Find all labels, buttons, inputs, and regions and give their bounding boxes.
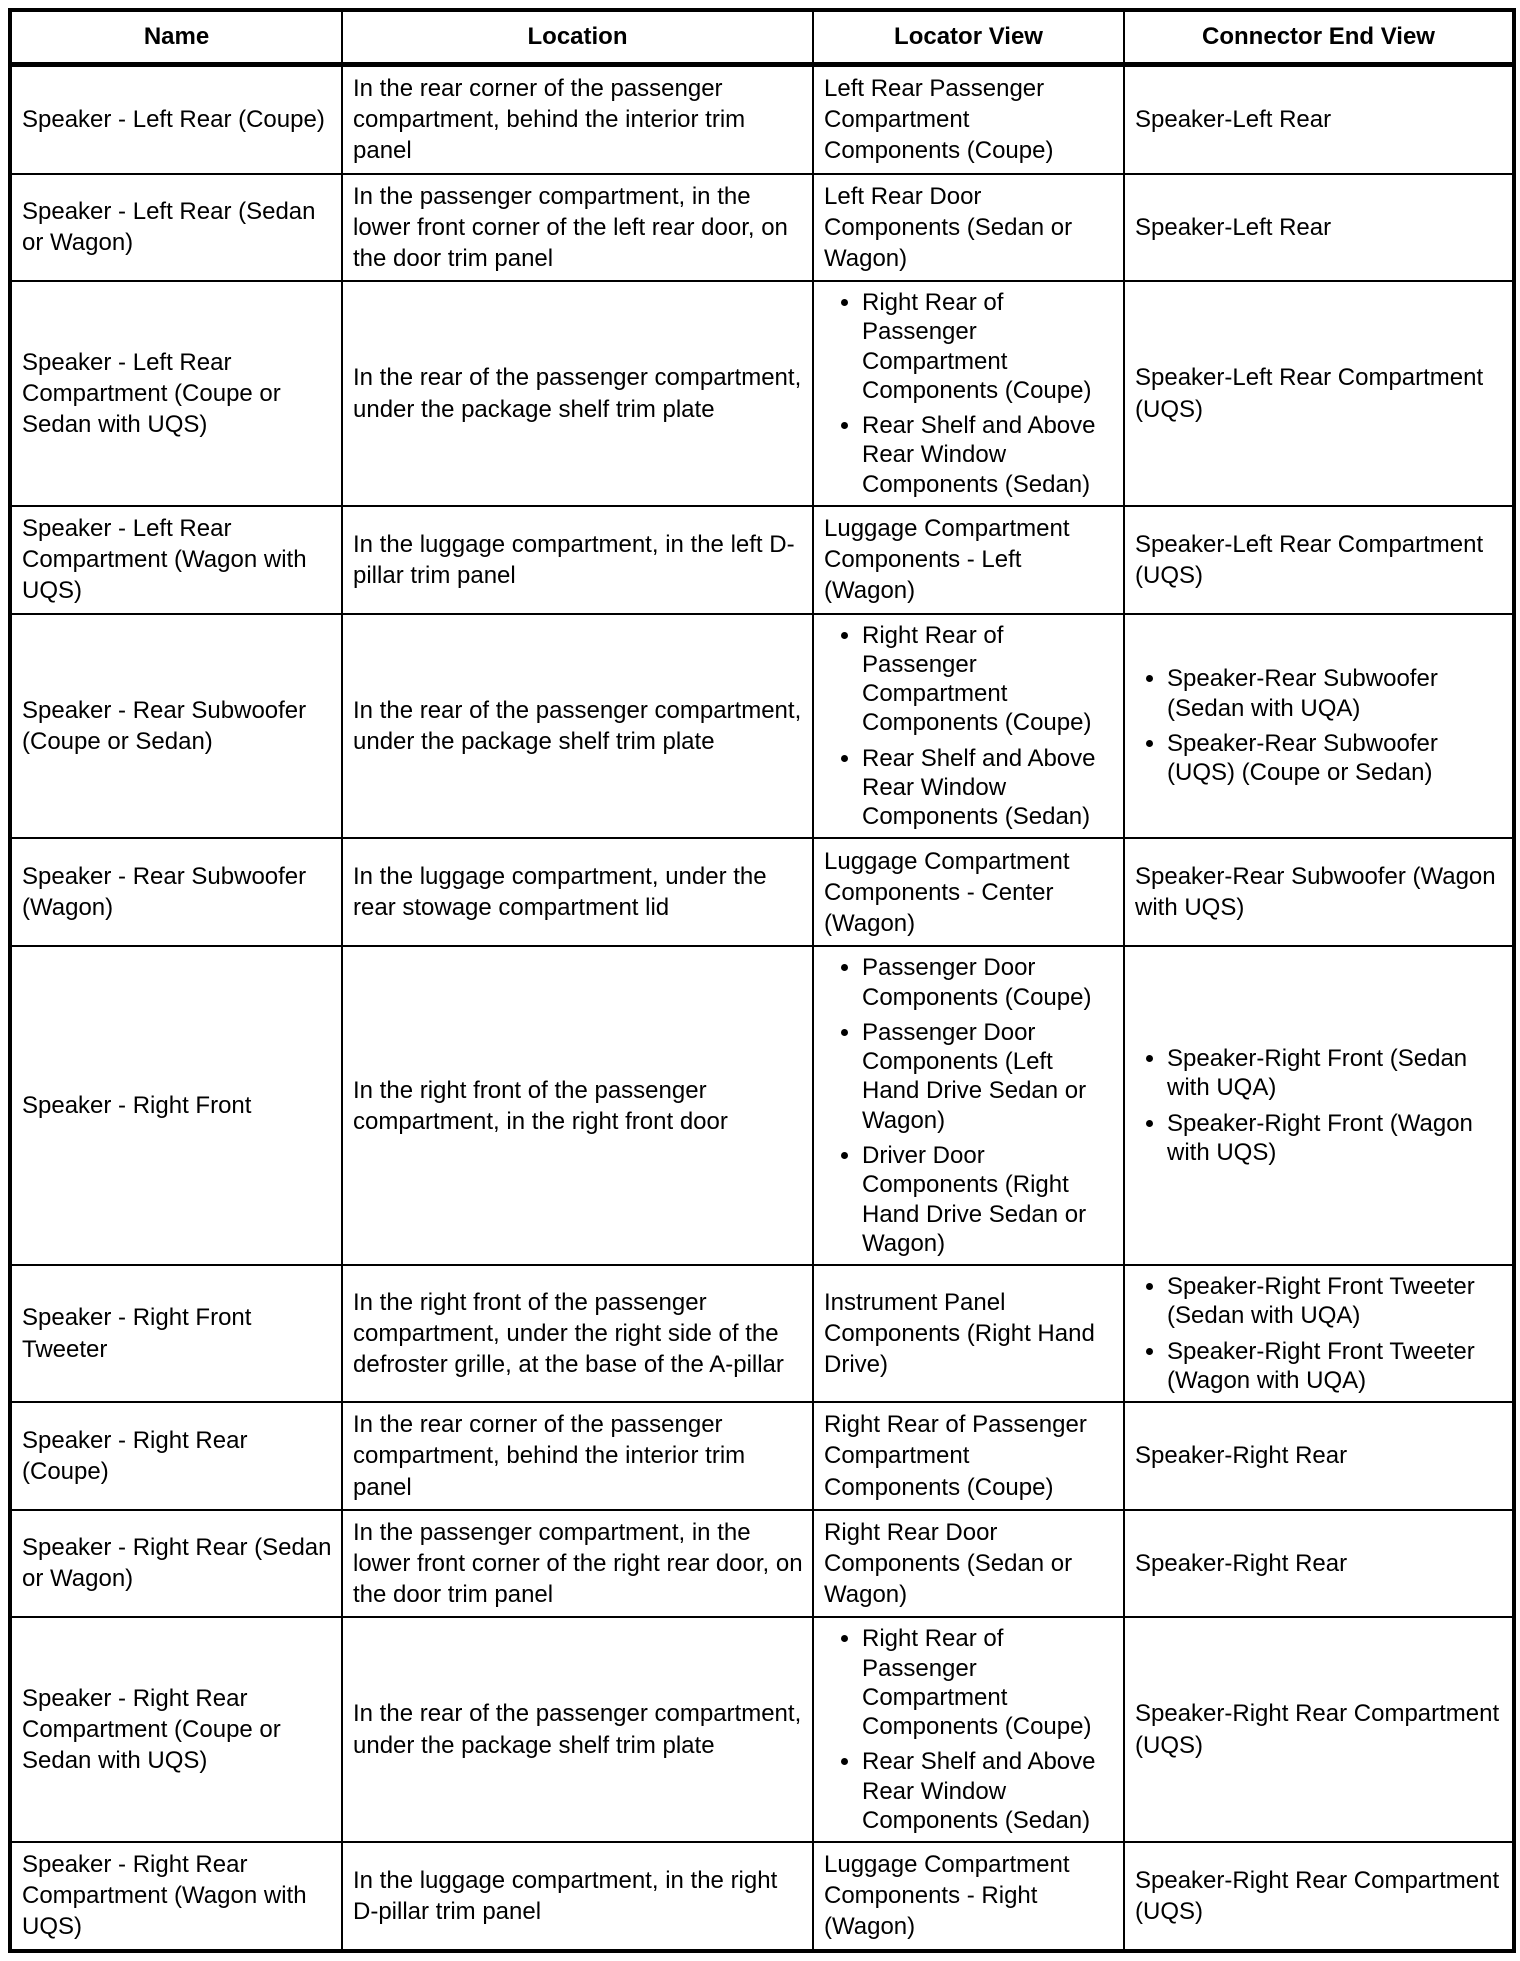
table-row — [10, 1842, 1514, 1951]
locator-view-cell — [813, 1402, 1124, 1510]
bullet-list — [814, 953, 1115, 1258]
cell-text: Speaker - Rear Subwoofer (Coupe or Sedan) — [22, 696, 307, 755]
name-cell — [10, 1842, 342, 1951]
name-cell — [10, 506, 342, 614]
cell-text: Right Rear Door Components (Sedan or Wagon) — [824, 1518, 1073, 1609]
connector-end-view-cell — [1124, 65, 1514, 174]
cell-text: In the rear of the passenger compartment, under the package shelf trim plate — [353, 1700, 802, 1759]
locator-view-cell — [813, 1265, 1124, 1402]
cell-text: Speaker-Rear Subwoofer (Wagon with UQS) — [1135, 863, 1496, 922]
bullet-list — [1125, 1044, 1508, 1167]
cell-text: Speaker - Right Rear (Coupe) — [22, 1426, 248, 1485]
cell-text: Speaker-Left Rear — [1135, 213, 1332, 241]
location-cell — [342, 1842, 813, 1951]
column-header-name: Name — [10, 10, 342, 65]
cell-text: Instrument Panel Components (Right Hand Drive) — [824, 1288, 1095, 1379]
locator-view-cell — [813, 1842, 1124, 1951]
location-cell — [342, 838, 813, 946]
cell-text: Speaker-Right Rear Compartment (UQS) — [1135, 1700, 1500, 1759]
cell-text: Speaker-Left Rear — [1135, 106, 1332, 134]
cell-text: Speaker - Right Rear Compartment (Coupe or Sedan with UQS) — [22, 1684, 281, 1775]
cell-text: In the right front of the passenger compartment, under the right side of the defroster grille, at the base of the A-pillar — [353, 1288, 784, 1379]
cell-text: In the passenger compartment, in the lower front corner of the right rear door, on the door trim panel — [353, 1518, 803, 1609]
connector-end-view-cell — [1124, 1510, 1514, 1618]
location-cell — [342, 946, 813, 1265]
bullet-list — [814, 621, 1115, 832]
connector-end-view-cell — [1124, 1617, 1514, 1842]
cell-text: In the luggage compartment, under the rear stowage compartment lid — [353, 863, 767, 922]
name-cell — [10, 174, 342, 282]
column-header-connector-end-view: Connector End View — [1124, 10, 1514, 65]
bullet-item: • Speaker-Right Front (Wagon with UQS) — [1167, 1109, 1508, 1168]
location-cell — [342, 1617, 813, 1842]
location-cell — [342, 1265, 813, 1402]
location-cell — [342, 506, 813, 614]
cell-text: Speaker - Rear Subwoofer (Wagon) — [22, 863, 307, 922]
cell-text: In the rear of the passenger compartment, under the package shelf trim plate — [353, 364, 802, 423]
location-cell — [342, 174, 813, 282]
table-row — [10, 281, 1514, 506]
table-row — [10, 65, 1514, 174]
cell-text: In the passenger compartment, in the lower front corner of the left rear door, on the door trim panel — [353, 182, 788, 272]
column-header-location: Location — [342, 10, 813, 65]
cell-text: Speaker - Left Rear Compartment (Coupe or Sedan with UQS) — [22, 348, 281, 439]
locator-view-cell — [813, 614, 1124, 839]
name-cell — [10, 1617, 342, 1842]
name-cell — [10, 281, 342, 506]
connector-end-view-cell — [1124, 281, 1514, 506]
cell-text: Speaker-Right Rear — [1135, 1442, 1348, 1470]
table-row — [10, 946, 1514, 1265]
cell-text: Speaker-Right Rear Compartment (UQS) — [1135, 1866, 1500, 1925]
name-cell — [10, 1265, 342, 1402]
bullet-item: • Passenger Door Components (Coupe) — [862, 953, 1115, 1012]
cell-text: Speaker - Left Rear (Coupe) — [22, 106, 325, 134]
cell-text: In the luggage compartment, in the left D-pillar trim panel — [353, 530, 795, 589]
cell-text: In the rear of the passenger compartment, under the package shelf trim plate — [353, 696, 802, 755]
name-cell — [10, 1510, 342, 1618]
bullet-list — [1125, 1272, 1508, 1395]
name-cell — [10, 65, 342, 174]
bullet-item: • Speaker-Right Front (Sedan with UQA) — [1167, 1044, 1508, 1103]
cell-text: Left Rear Passenger Compartment Components (Coupe) — [824, 75, 1054, 165]
table-row — [10, 1402, 1514, 1510]
bullet-item: • Speaker-Right Front Tweeter (Wagon with UQA) — [1167, 1337, 1508, 1396]
cell-text: Speaker - Right Rear (Sedan or Wagon) — [22, 1534, 332, 1593]
locator-view-cell — [813, 838, 1124, 946]
cell-text: Speaker - Left Rear Compartment (Wagon with UQS) — [22, 514, 307, 605]
name-cell — [10, 614, 342, 839]
connector-end-view-cell — [1124, 1842, 1514, 1951]
connector-end-view-cell — [1124, 1265, 1514, 1402]
bullet-list — [814, 288, 1115, 499]
bullet-item: • Speaker-Rear Subwoofer (Sedan with UQA) — [1167, 664, 1508, 723]
cell-text: Speaker-Right Rear — [1135, 1549, 1348, 1577]
locator-view-cell — [813, 506, 1124, 614]
cell-text: In the rear corner of the passenger compartment, behind the interior trim panel — [353, 1411, 746, 1501]
locator-view-cell — [813, 1617, 1124, 1842]
cell-text: Luggage Compartment Components - Center (Wagon) — [824, 847, 1070, 937]
component-locator-table — [8, 8, 1516, 1953]
table-row — [10, 614, 1514, 839]
bullet-item: • Right Rear of Passenger Compartment Components (Coupe) — [862, 288, 1115, 405]
bullet-item: • Rear Shelf and Above Rear Window Components (Sedan) — [862, 744, 1115, 832]
table-row — [10, 1510, 1514, 1618]
connector-end-view-cell — [1124, 838, 1514, 946]
bullet-item: • Rear Shelf and Above Rear Window Components (Sedan) — [862, 1747, 1115, 1835]
bullet-item: • Driver Door Components (Right Hand Drive Sedan or Wagon) — [862, 1141, 1115, 1258]
connector-end-view-cell — [1124, 1402, 1514, 1510]
table-header — [10, 10, 1514, 65]
cell-text: In the right front of the passenger compartment, in the right front door — [353, 1076, 728, 1135]
bullet-list — [814, 1624, 1115, 1835]
locator-view-cell — [813, 281, 1124, 506]
connector-end-view-cell — [1124, 174, 1514, 282]
connector-end-view-cell — [1124, 506, 1514, 614]
header-row — [10, 10, 1514, 65]
locator-view-cell — [813, 65, 1124, 174]
bullet-item: • Speaker-Right Front Tweeter (Sedan with UQA) — [1167, 1272, 1508, 1331]
location-cell — [342, 1402, 813, 1510]
location-cell — [342, 614, 813, 839]
table-body — [10, 65, 1514, 1951]
cell-text: Speaker-Left Rear Compartment (UQS) — [1135, 364, 1484, 423]
table-row — [10, 838, 1514, 946]
table-row — [10, 506, 1514, 614]
bullet-item: • Speaker-Rear Subwoofer (UQS) (Coupe or Sedan) — [1167, 729, 1508, 788]
locator-view-cell — [813, 946, 1124, 1265]
bullet-item: • Right Rear of Passenger Compartment Components (Coupe) — [862, 1624, 1115, 1741]
bullet-item: • Rear Shelf and Above Rear Window Components (Sedan) — [862, 411, 1115, 499]
column-header-locator-view: Locator View — [813, 10, 1124, 65]
table-row — [10, 174, 1514, 282]
cell-text: In the luggage compartment, in the right D-pillar trim panel — [353, 1866, 778, 1925]
cell-text: Speaker-Left Rear Compartment (UQS) — [1135, 530, 1484, 589]
name-cell — [10, 1402, 342, 1510]
connector-end-view-cell — [1124, 946, 1514, 1265]
cell-text: Luggage Compartment Components - Left (Wagon) — [824, 514, 1070, 605]
cell-text: Right Rear of Passenger Compartment Components (Coupe) — [824, 1411, 1087, 1501]
cell-text: Luggage Compartment Components - Right (Wagon) — [824, 1851, 1070, 1941]
name-cell — [10, 838, 342, 946]
cell-text: Speaker - Right Front Tweeter — [22, 1304, 252, 1363]
cell-text: Speaker - Left Rear (Sedan or Wagon) — [22, 198, 316, 257]
location-cell — [342, 281, 813, 506]
locator-view-cell — [813, 1510, 1124, 1618]
bullet-item: • Passenger Door Components (Left Hand Drive Sedan or Wagon) — [862, 1018, 1115, 1135]
cell-text: Speaker - Right Front — [22, 1092, 252, 1120]
cell-text: Left Rear Door Components (Sedan or Wagon) — [824, 182, 1073, 272]
bullet-list — [1125, 664, 1508, 787]
table-row — [10, 1617, 1514, 1842]
bullet-item: • Right Rear of Passenger Compartment Components (Coupe) — [862, 621, 1115, 738]
location-cell — [342, 65, 813, 174]
connector-end-view-cell — [1124, 614, 1514, 839]
cell-text: In the rear corner of the passenger compartment, behind the interior trim panel — [353, 75, 746, 165]
location-cell — [342, 1510, 813, 1618]
cell-text: Speaker - Right Rear Compartment (Wagon with UQS) — [22, 1851, 307, 1941]
locator-view-cell — [813, 174, 1124, 282]
name-cell — [10, 946, 342, 1265]
table-row — [10, 1265, 1514, 1402]
